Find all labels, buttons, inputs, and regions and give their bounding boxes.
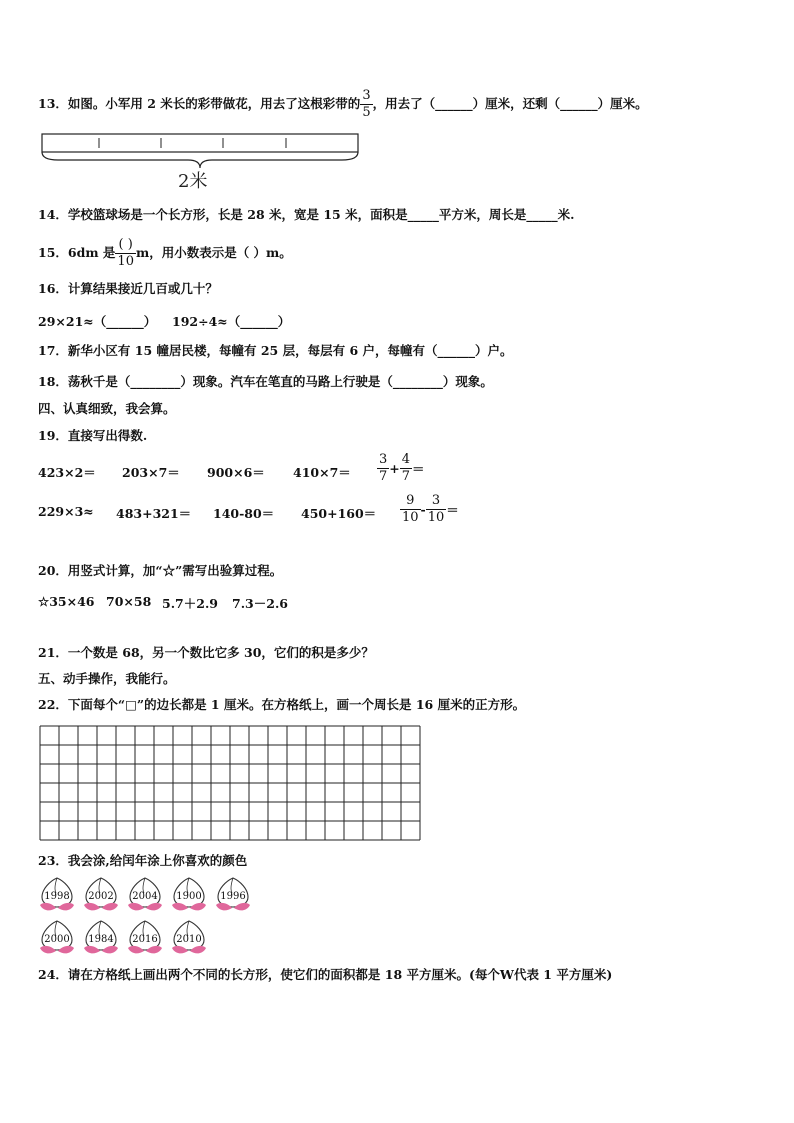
frac-3-10	[426, 493, 447, 526]
question-22: 22．下面每个“□”的边长都是 1 厘米。在方格纸上，画一个周长是 16 厘米的正方形。	[38, 697, 526, 712]
q20-item-4: 7.3－2.6	[232, 596, 288, 611]
question-16-title: 16．计算结果接近几百或几十？	[38, 281, 218, 296]
peach-year-label: 2016	[132, 934, 158, 945]
q13-frac-num: 3	[362, 88, 371, 103]
question-19-title: 19．直接写出得数.	[38, 428, 148, 443]
peach-icon[interactable]	[80, 875, 122, 915]
peach-icon[interactable]	[36, 875, 78, 915]
frac-den: 7	[401, 469, 411, 484]
q15-fraction	[115, 237, 136, 270]
peach-year-label: 2002	[88, 891, 114, 902]
peach-year-label: 2004	[132, 891, 158, 902]
ribbon-label: 2米	[178, 171, 208, 192]
question-18: 18．荡秋千是（________）现象。汽车在笔直的马路上行驶是（________）现象。	[38, 374, 493, 389]
frac-den: 7	[379, 469, 388, 484]
frac-num: 4	[401, 452, 411, 467]
section-5-title: 五、动手操作，我能行。	[38, 671, 176, 686]
frac-9-10	[400, 493, 421, 526]
frac-num: 9	[400, 493, 421, 510]
frac-4-7	[400, 452, 412, 485]
q13-fraction	[360, 88, 372, 121]
q19-r1-expr-1: 423×2＝	[38, 465, 96, 480]
peach-year-label: 1998	[44, 891, 70, 902]
peach-icon[interactable]	[168, 875, 210, 915]
q15-frac-num: ( )	[115, 237, 136, 254]
q19-r2-expr-4: 450+160＝	[301, 506, 377, 521]
peach-icon[interactable]	[124, 918, 166, 958]
question-23-title: 23．我会涂,给闰年涂上你喜欢的颜色	[38, 853, 248, 868]
equals-sign: ＝	[446, 502, 459, 518]
q19-r2-fraction-expr	[400, 493, 459, 526]
peach-icon[interactable]	[36, 918, 78, 958]
question-13	[38, 88, 648, 121]
q13-text-a: 13．如图。小军用 2 米长的彩带做花，用去了这根彩带的	[38, 96, 361, 111]
question-17: 17．新华小区有 15 幢居民楼，每幢有 25 层，每层有 6 户，每幢有（______）户。	[38, 343, 513, 358]
peach-row-2	[36, 918, 256, 958]
q19-r1-fraction-expr	[377, 452, 425, 485]
q15-frac-den: 10	[117, 254, 134, 269]
peach-year-label: 1996	[220, 891, 246, 902]
question-21: 21．一个数是 68，另一个数比它多 30，它们的积是多少？	[38, 645, 374, 660]
q19-r2-expr-3: 140-80＝	[213, 506, 275, 521]
peach-year-label: 2000	[44, 934, 70, 945]
ribbon-figure	[38, 130, 368, 194]
peach-icon[interactable]	[80, 918, 122, 958]
square-grid-paper[interactable]	[39, 725, 421, 842]
q15-text-a: 15．6dm 是	[38, 245, 116, 260]
section-4-title: 四、认真细致，我会算。	[38, 401, 176, 416]
frac-num: 3	[379, 452, 388, 467]
q13-frac-den: 5	[362, 105, 371, 120]
ribbon-bar	[42, 134, 358, 152]
frac-num: 3	[426, 493, 447, 510]
q20-item-1: ☆35×46	[38, 594, 95, 609]
equals-sign: ＝	[412, 461, 425, 477]
q16-expr-2: 192÷4≈（______）	[172, 314, 291, 329]
q15-text-b: m，用小数表示是（ ）m。	[135, 245, 292, 260]
q16-expr-1: 29×21≈（______）	[38, 314, 157, 329]
peach-row-1	[36, 875, 296, 915]
peach-icon[interactable]	[168, 918, 210, 958]
q13-text-b: ，用去了（______）厘米，还剩（______）厘米。	[372, 96, 648, 111]
frac-den: 10	[402, 510, 419, 525]
question-24: 24．请在方格纸上画出两个不同的长方形，使它们的面积都是 18 平方厘米。(每个W代表 1 平方厘米)	[38, 967, 613, 982]
q20-item-3: 5.7＋2.9	[162, 596, 218, 611]
q19-r1-expr-3: 900×6＝	[207, 465, 265, 480]
question-14: 14．学校篮球场是一个长方形，长是 28 米，宽是 15 米，面积是_____平方米，周长是_____米.	[38, 207, 575, 222]
peach-icon[interactable]	[124, 875, 166, 915]
frac-3-7	[377, 452, 389, 485]
frac-den: 10	[427, 510, 445, 525]
q19-r2-expr-1: 229×3≈	[38, 504, 94, 519]
peach-year-label: 2010	[176, 934, 202, 945]
q19-r2-expr-2: 483+321＝	[116, 506, 192, 521]
peach-year-label: 1900	[176, 891, 202, 902]
q20-item-2: 70×58	[106, 594, 152, 609]
ribbon-brace	[42, 152, 358, 168]
question-15	[38, 237, 292, 270]
q19-r1-expr-4: 410×7＝	[293, 465, 351, 480]
op-minus: -	[420, 502, 426, 517]
peach-icon[interactable]	[212, 875, 254, 915]
peach-year-label: 1984	[88, 934, 114, 945]
op-plus: +	[389, 461, 400, 476]
q19-r1-expr-2: 203×7＝	[122, 465, 180, 480]
question-20-title: 20．用竖式计算，加“☆”需写出验算过程。	[38, 563, 283, 578]
